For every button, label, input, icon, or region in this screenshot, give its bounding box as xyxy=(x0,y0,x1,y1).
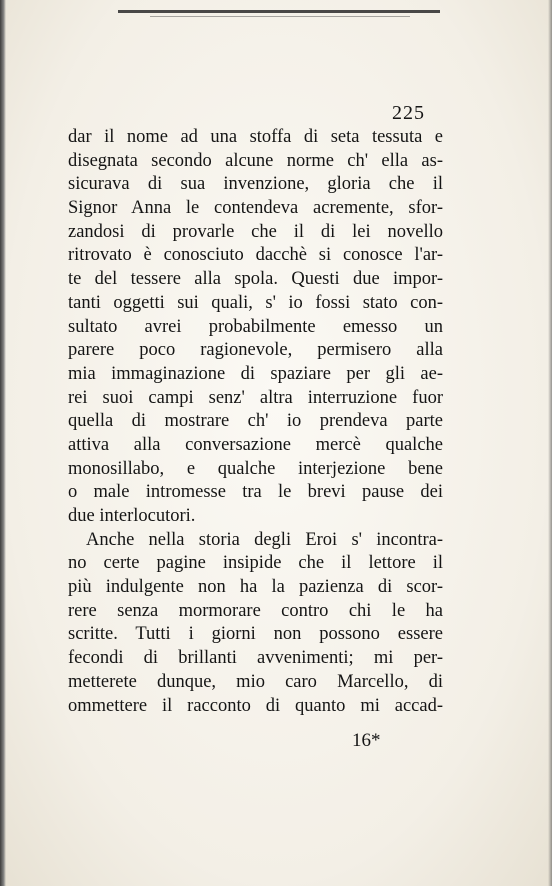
text-line: mia immaginazione di spaziare per gli ae- xyxy=(68,363,443,384)
text-line: rei suoi campi senz' altra interruzione fuor xyxy=(68,387,443,408)
text-line: scritte. Tutti i giorni non possono essere xyxy=(68,624,443,645)
text-line: metterete dunque, mio caro Marcello, di xyxy=(68,671,443,692)
body-text xyxy=(68,126,443,718)
text-line: no certe pagine insipide che il lettore il xyxy=(68,553,443,574)
text-line: due interlocutori. xyxy=(68,506,196,526)
text-line: più indulgente non ha la pazienza di scor- xyxy=(68,577,443,598)
text-line: Anche nella storia degli Eroi s' incontra- xyxy=(86,529,443,550)
text-line: ommettere il racconto di quanto mi accad- xyxy=(68,695,443,716)
page-binding-edge xyxy=(0,0,6,886)
text-line: parere poco ragionevole, permisero alla xyxy=(68,340,443,361)
text-line: te del tessere alla spola. Questi due impor- xyxy=(68,269,443,290)
page-number: 225 xyxy=(392,102,425,124)
header-rule-thin xyxy=(150,16,410,17)
page-right-edge xyxy=(548,0,552,886)
text-line: o male intromesse tra le brevi pause dei xyxy=(68,482,443,503)
paragraph-1 xyxy=(68,126,443,529)
text-line: sicurava di sua invenzione, gloria che il xyxy=(68,174,443,195)
text-line: monosillabo, e qualche interjezione bene xyxy=(68,458,443,479)
text-line: zandosi di provarle che il di lei novello xyxy=(68,221,443,242)
text-line: ritrovato è conosciuto dacchè si conosce l'ar- xyxy=(68,245,443,266)
text-line: tanti oggetti sui quali, s' io fossi stato con- xyxy=(68,292,443,313)
text-line: fecondi di brillanti avvenimenti; mi per- xyxy=(68,648,443,669)
header-rule xyxy=(118,10,440,13)
text-line: disegnata secondo alcune norme ch' ella as- xyxy=(68,150,443,171)
signature-mark: 16* xyxy=(352,730,381,751)
text-line: dar il nome ad una stoffa di seta tessuta e xyxy=(68,127,443,147)
text-line: rere senza mormorare contro chi le ha xyxy=(68,600,443,621)
text-line: quella di mostrare ch' io prendeva parte xyxy=(68,411,443,432)
text-line: sultato avrei probabilmente emesso un xyxy=(68,316,443,337)
paragraph-2 xyxy=(68,529,443,719)
text-line: Signor Anna le contendeva acremente, sfor- xyxy=(68,198,443,219)
text-line: attiva alla conversazione mercè qualche xyxy=(68,434,443,455)
